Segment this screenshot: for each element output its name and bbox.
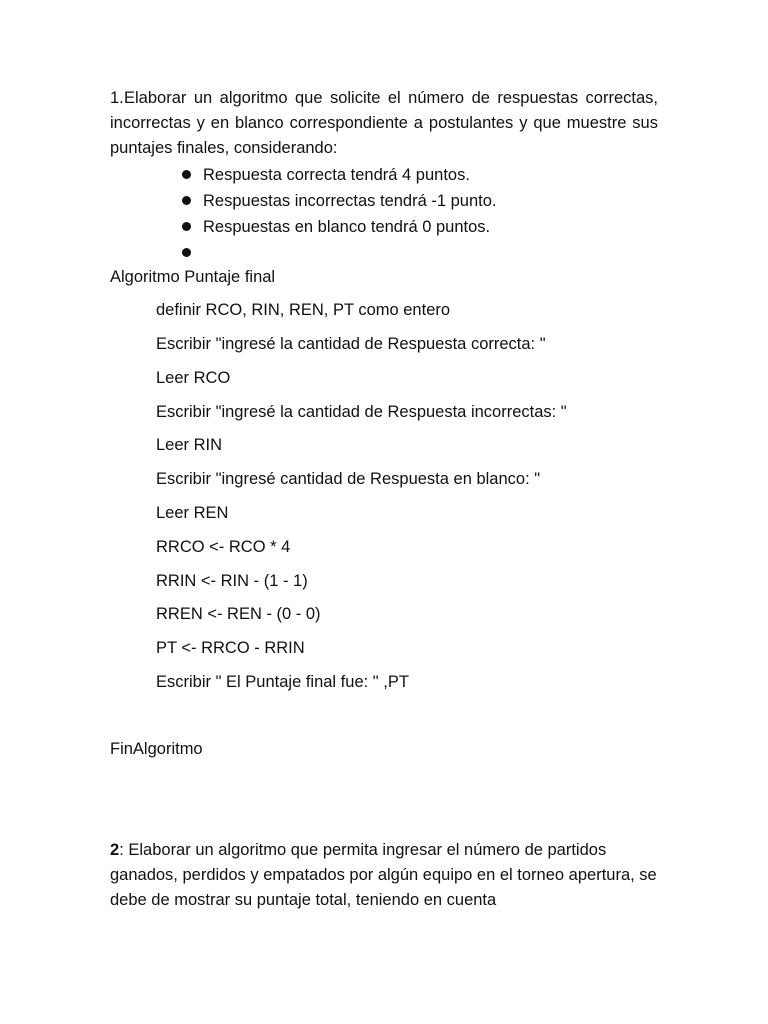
code-line: PT <- RRCO - RRIN <box>156 639 305 657</box>
exercise-2-separator: : <box>119 841 124 859</box>
algorithm-header: Algoritmo Puntaje final <box>110 268 276 286</box>
code-line: Leer RIN <box>156 436 223 454</box>
scoring-rules-list <box>180 162 497 266</box>
code-line: Escribir "ingresé la cantidad de Respuesta incorrectas: " <box>156 403 567 421</box>
algorithm-footer: FinAlgoritmo <box>110 740 203 758</box>
exercise-1-text: Elaborar un algoritmo que solicite el número de respuestas correctas, incorrectas y en blanco correspondiente a postulantes y que muestre sus puntajes finales, considerando: <box>110 89 658 157</box>
list-item: Respuesta correcta tendrá 4 puntos. <box>180 162 497 188</box>
exercise-2-statement <box>110 838 670 913</box>
code-line: Escribir "ingresé la cantidad de Respuesta correcta: " <box>156 335 546 353</box>
code-line: RRIN <- RIN - (1 - 1) <box>156 572 308 590</box>
code-line: Escribir " El Puntaje final fue: " ,PT <box>156 673 409 691</box>
list-item <box>180 240 497 266</box>
exercise-1-statement <box>110 86 658 161</box>
code-line: Escribir "ingresé cantidad de Respuesta en blanco: " <box>156 470 541 488</box>
code-line: Leer RCO <box>156 369 231 387</box>
exercise-2-text: Elaborar un algoritmo que permita ingresar el número de partidos ganados, perdidos y empatados por algún equipo en el torneo apertura, se debe de mostrar su puntaje total, teniendo en cuenta <box>110 841 657 909</box>
list-item: Respuestas en blanco tendrá 0 puntos. <box>180 214 497 240</box>
code-line: definir RCO, RIN, REN, PT como entero <box>156 301 451 319</box>
exercise-2-number: 2 <box>110 841 120 859</box>
code-line: Leer REN <box>156 504 229 522</box>
code-line: RRCO <- RCO * 4 <box>156 538 291 556</box>
list-item: Respuestas incorrectas tendrá -1 punto. <box>180 188 497 214</box>
exercise-1-number: 1. <box>110 89 124 107</box>
code-line: RREN <- REN - (0 - 0) <box>156 605 321 623</box>
